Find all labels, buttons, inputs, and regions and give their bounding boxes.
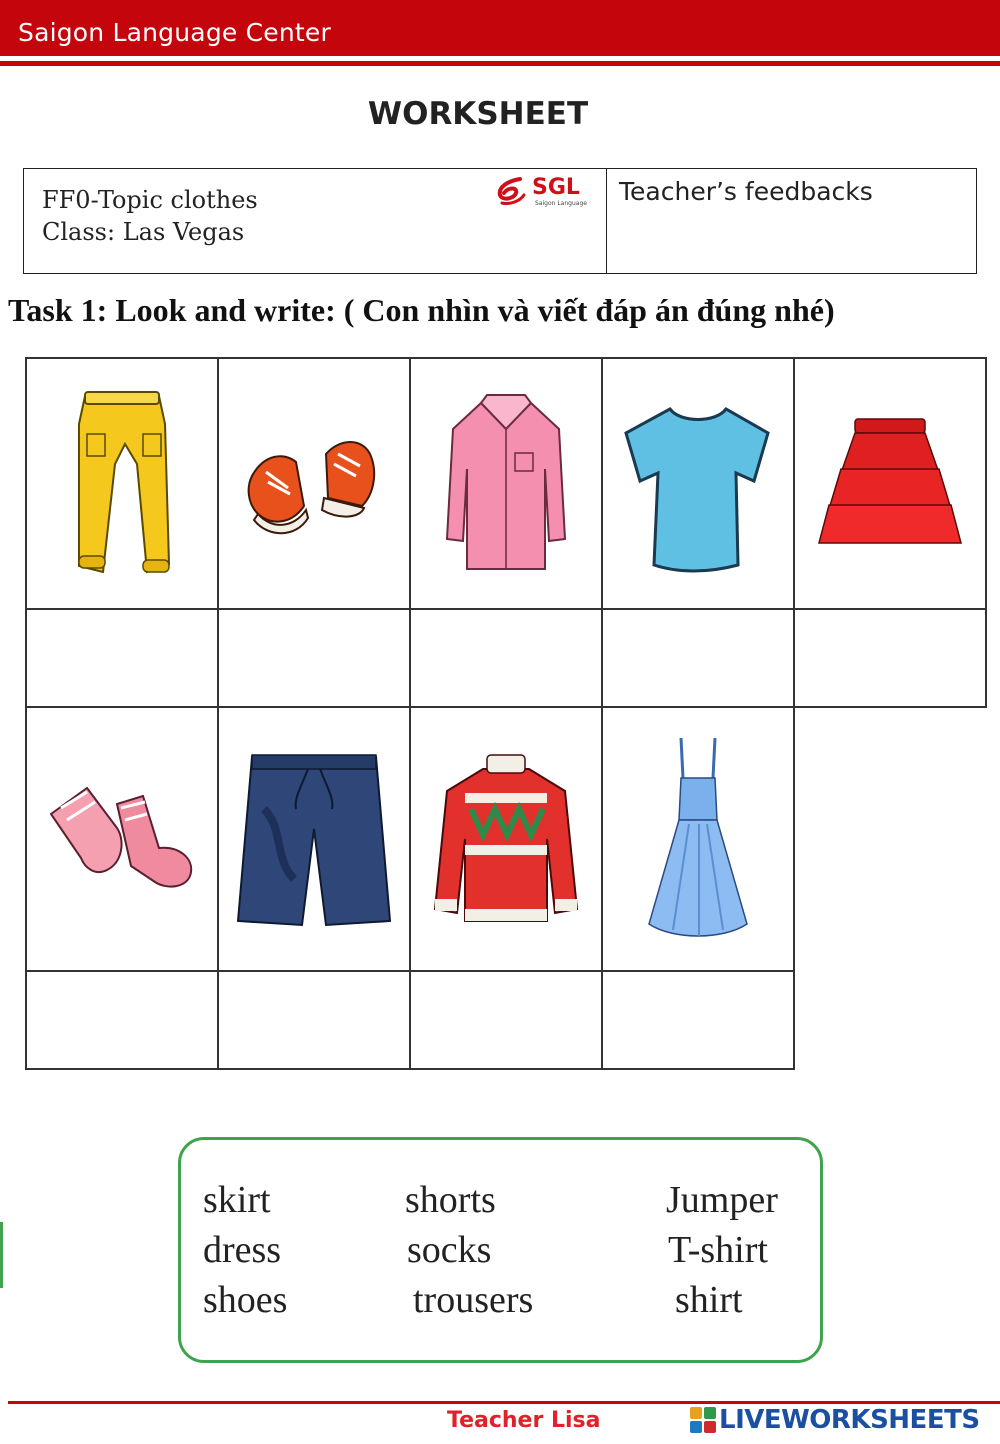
sgl-logo bbox=[494, 175, 594, 209]
shorts-cell bbox=[217, 706, 411, 972]
side-mark bbox=[0, 1222, 3, 1288]
answer-cell-8[interactable] bbox=[409, 970, 603, 1070]
tshirt-image bbox=[618, 389, 778, 579]
trousers-image bbox=[67, 384, 177, 584]
word-jumper: Jumper bbox=[666, 1179, 778, 1221]
dress-cell bbox=[601, 706, 795, 972]
task1-heading: Task 1: Look and write: ( Con nhìn và viết đáp án đúng nhé) bbox=[8, 292, 835, 328]
jumper-image bbox=[431, 749, 581, 929]
word-bank bbox=[178, 1137, 823, 1363]
answer-cell-2[interactable] bbox=[217, 608, 411, 708]
topic-label: FF0-Topic clothes bbox=[42, 186, 258, 214]
class-label: Class: Las Vegas bbox=[42, 218, 245, 246]
liveworksheets-text: LIVEWORKSHEETS bbox=[719, 1405, 980, 1435]
class-info-cell bbox=[24, 169, 607, 273]
center-name: Saigon Language Center bbox=[18, 18, 331, 47]
word-skirt: skirt bbox=[203, 1179, 271, 1221]
answer-cell-3[interactable] bbox=[409, 608, 603, 708]
jumper-cell bbox=[409, 706, 603, 972]
info-box bbox=[23, 168, 977, 274]
header-divider bbox=[0, 61, 1000, 66]
trousers-cell bbox=[25, 357, 219, 610]
liveworksheets-logo bbox=[690, 1404, 980, 1436]
shirt-cell bbox=[409, 357, 603, 610]
word-shorts: shorts bbox=[405, 1179, 496, 1221]
dress-image bbox=[643, 734, 753, 944]
answer-cell-6[interactable] bbox=[25, 970, 219, 1070]
skirt-cell bbox=[793, 357, 987, 610]
liveworksheets-grid-icon bbox=[690, 1407, 716, 1433]
word-tshirt: T-shirt bbox=[668, 1229, 768, 1271]
teacher-name: Teacher Lisa bbox=[447, 1408, 601, 1433]
word-shoes: shoes bbox=[203, 1279, 288, 1321]
worksheet-title: WORKSHEET bbox=[367, 96, 589, 132]
shorts-image bbox=[234, 749, 394, 929]
sgl-swoosh-icon bbox=[494, 175, 530, 209]
answer-cell-7[interactable] bbox=[217, 970, 411, 1070]
word-trousers: trousers bbox=[413, 1279, 534, 1321]
shoes-image bbox=[244, 414, 384, 554]
logo-subtitle: Saigon Language bbox=[535, 200, 587, 207]
skirt-image bbox=[815, 409, 965, 559]
socks-cell bbox=[25, 706, 219, 972]
word-socks: socks bbox=[407, 1229, 492, 1271]
word-shirt: shirt bbox=[675, 1279, 743, 1321]
socks-image bbox=[47, 784, 197, 894]
answer-cell-4[interactable] bbox=[601, 608, 795, 708]
word-dress: dress bbox=[203, 1229, 282, 1271]
answer-cell-9[interactable] bbox=[601, 970, 795, 1070]
header-bar bbox=[0, 0, 1000, 56]
shoes-cell bbox=[217, 357, 411, 610]
answer-cell-1[interactable] bbox=[25, 608, 219, 708]
tshirt-cell bbox=[601, 357, 795, 610]
feedback-label: Teacher’s feedbacks bbox=[619, 177, 873, 206]
answer-cell-5[interactable] bbox=[793, 608, 987, 708]
shirt-image bbox=[441, 389, 571, 579]
logo-text: SGL bbox=[532, 175, 580, 200]
